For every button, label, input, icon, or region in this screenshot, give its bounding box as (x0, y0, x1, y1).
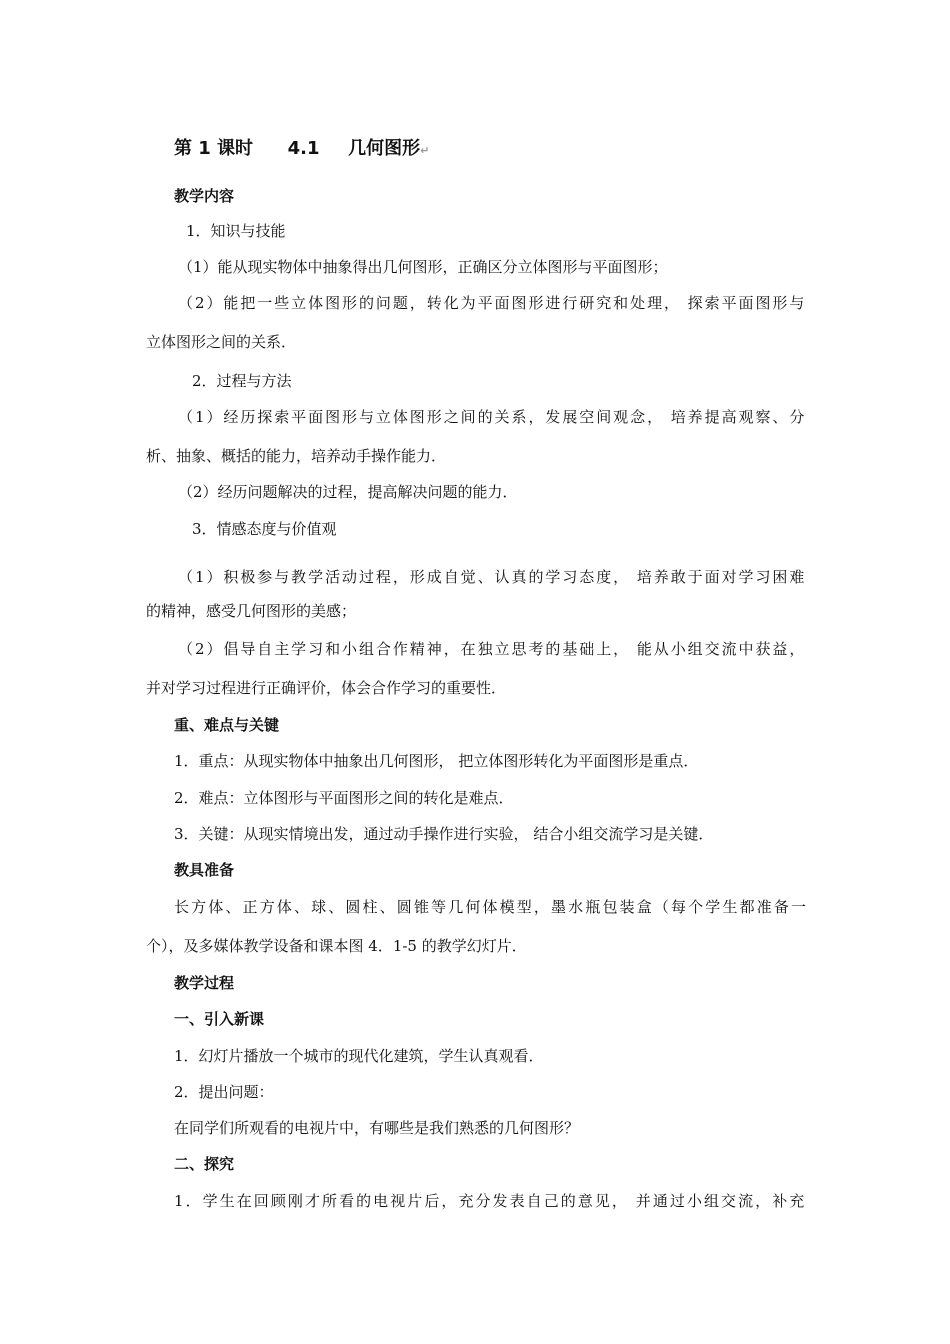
lesson-label: 第 1 课时 (174, 138, 254, 159)
part2-p1: 1．学生在回顾刚才所看的电视片后，充分发表自己的意见， 并通过小组交流，补充 (174, 1192, 807, 1210)
item3-p1-line1: （1）积极参与教学活动过程，形成自觉、认真的学习态度， 培养敢于面对学习困难 (178, 568, 807, 586)
part1-p1: 1．幻灯片播放一个城市的现代化建筑，学生认真观看． (174, 1047, 544, 1065)
part1-p2: 2．提出问题： (174, 1083, 274, 1101)
item1-title: 1．知识与技能 (186, 222, 286, 240)
item2-p2: （2）经历问题解决的过程，提高解决问题的能力． (178, 483, 518, 501)
section-number: 4.1 (287, 138, 320, 159)
item2-p1-line2: 析、抽象、概括的能力，培养动手操作能力． (146, 447, 447, 465)
item1-p2-line1: （2）能把一些立体图形的问题，转化为平面图形进行研究和处理， 探索平面图形与 (178, 294, 807, 312)
heading-part2: 二、探究 (174, 1155, 235, 1173)
part1-p3: 在同学们所观看的电视片中，有哪些是我们熟悉的几何图形？ (174, 1119, 580, 1137)
materials-line2: 个），及多媒体教学设备和课本图 4．1-5 的教学幻灯片． (146, 937, 527, 955)
item1-p1: （1）能从现实物体中抽象得出几何图形，正确区分立体图形与平面图形； (178, 258, 668, 276)
heading-part1: 一、引入新课 (174, 1010, 265, 1028)
key-point-2: 2．难点：立体图形与平面图形之间的转化是难点． (174, 789, 514, 807)
heading-materials: 教具准备 (174, 861, 235, 879)
item3-p2-line2: 并对学习过程进行正确评价，体会合作学习的重要性． (146, 679, 507, 697)
item2-p1-line1: （1）经历探索平面图形与立体图形之间的关系，发展空间观念， 培养提高观察、分 (178, 408, 807, 426)
section-name: 几何图形 (348, 138, 421, 159)
page-title (174, 134, 429, 160)
item3-title: 3．情感态度与价值观 (192, 520, 337, 538)
materials-line1: 长方体、正方体、球、圆柱、圆锥等几何体模型，墨水瓶包装盒（每个学生都准备一 (174, 898, 809, 916)
heading-key-points: 重、难点与关键 (174, 716, 280, 734)
item3-p2-line1: （2）倡导自主学习和小组合作精神，在独立思考的基础上， 能从小组交流中获益， (178, 640, 807, 658)
heading-teaching-content: 教学内容 (174, 187, 235, 205)
item1-p2-line2: 立体图形之间的关系． (146, 333, 297, 351)
paragraph-mark-icon: ↵ (420, 144, 430, 157)
key-point-1: 1．重点：从现实物体中抽象出几何图形， 把立体图形转化为平面图形是重点． (174, 752, 699, 770)
item2-title: 2．过程与方法 (192, 372, 292, 390)
item3-p1-line2: 的精神，感受几何图形的美感； (146, 602, 357, 620)
heading-process: 教学过程 (174, 974, 235, 992)
key-point-3: 3．关键：从现实情境出发，通过动手操作进行实验， 结合小组交流学习是关键． (174, 825, 714, 843)
